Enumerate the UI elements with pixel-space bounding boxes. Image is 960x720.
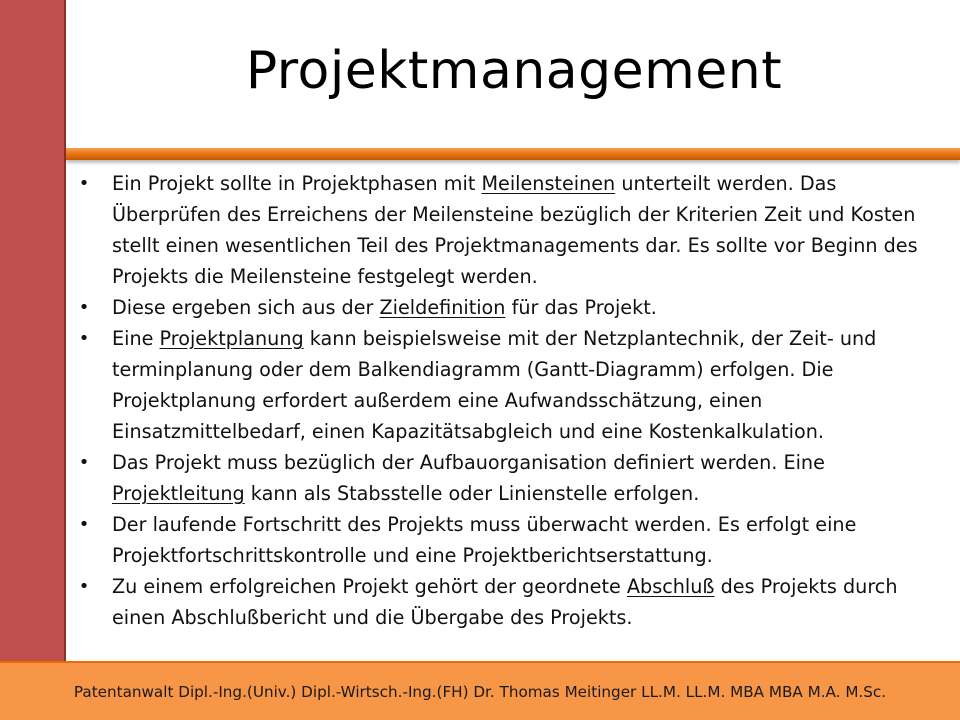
- bullet-list: [74, 168, 944, 633]
- bullet-icon: •: [78, 328, 90, 349]
- bullet-text-cont: kann als Stabsstelle oder Linienstelle erfolgen.: [244, 482, 700, 505]
- bullet-text-cont: kann beispielsweise mit der Netzplantechnik, der Zeit- und terminplanung oder dem Balkendiagramm (Gantt-Diagramm) erfolgen. Die Projektplanung erfordert außerdem eine Aufwandsschätzung, einen Einsatzmittelbedarf, einen Kapazitätsabgleich und eine Kostenkalkulation.: [112, 327, 877, 443]
- bullet-text: Ein Projekt sollte in Projektphasen mit: [112, 172, 482, 195]
- bullet-text: Das Projekt muss bezüglich der Aufbauorganisation definiert werden. Eine: [112, 451, 825, 474]
- bullet-text-cont: des Projekts durch einen Abschlußbericht und die Übergabe des Projekts.: [112, 575, 898, 629]
- link-projektleitung[interactable]: Projektleitung: [112, 482, 245, 505]
- bullet-text: Der laufende Fortschritt des Projekts muss überwacht werden. Es erfolgt eine Projektfortschrittskontrolle und eine Projektberichtserstattung.: [112, 513, 857, 567]
- footer-text: Patentanwalt Dipl.-Ing.(Univ.) Dipl.-Wirtsch.-Ing.(FH) Dr. Thomas Meitinger LL.M. LL.M. MBA MBA M.A. M.Sc.: [73, 682, 887, 701]
- bullet-item: [74, 571, 944, 633]
- title-divider: [66, 148, 960, 160]
- link-meilensteine[interactable]: Meilensteinen: [481, 172, 616, 195]
- bullet-item: [74, 292, 944, 323]
- link-projektplanung[interactable]: Projektplanung: [159, 327, 304, 350]
- bullet-text-cont: unterteilt werden. Das Überprüfen des Erreichens der Meilensteine bezüglich der Kriterien Zeit und Kosten stellt einen wesentlichen Teil des Projektmanagements dar. Es sollte vor Beginn des Projekts die Meilensteine festgelegt werden.: [112, 172, 918, 288]
- slide-footer: [0, 661, 960, 720]
- bullet-text: Eine: [112, 327, 160, 350]
- slide-content: [74, 168, 944, 633]
- link-abschluss[interactable]: Abschluß: [626, 575, 715, 598]
- bullet-item: [74, 323, 944, 447]
- bullet-icon: •: [78, 514, 90, 535]
- bullet-item: [74, 168, 944, 292]
- left-accent-bar: [0, 0, 66, 661]
- bullet-text: Diese ergeben sich aus der: [112, 296, 380, 319]
- link-zieldefinition[interactable]: Zieldefinition: [379, 296, 506, 319]
- bullet-item: [74, 447, 944, 509]
- bullet-icon: •: [78, 173, 90, 194]
- bullet-icon: •: [78, 576, 90, 597]
- bullet-text-cont: für das Projekt.: [505, 296, 657, 319]
- bullet-icon: •: [78, 297, 90, 318]
- bullet-text: Zu einem erfolgreichen Projekt gehört der geordnete: [112, 575, 627, 598]
- bullet-item: [74, 509, 944, 571]
- slide-title: Projektmanagement: [245, 41, 783, 101]
- bullet-icon: •: [78, 452, 90, 473]
